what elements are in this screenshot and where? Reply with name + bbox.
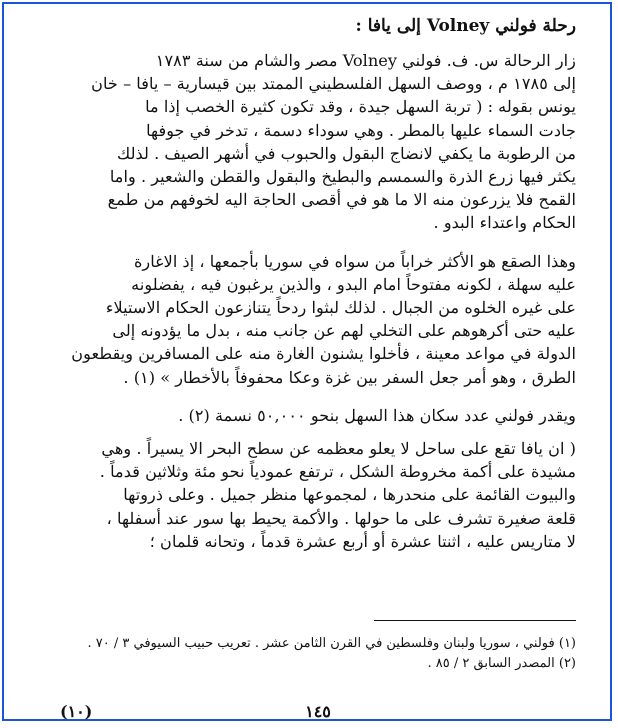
text-line: عليه سهلة ، لكونه مفتوحاً امام البدو ، والذين يرغبون فيه ، يفضلونه <box>131 274 576 294</box>
paragraph-volney-visit <box>60 49 576 235</box>
text-line: زار الرحالة س. ف. فولني Volney مصر والشام من سنة ١٧٨٣ <box>155 51 576 70</box>
text-line: يونس بقوله : ( تربة السهل جيدة ، وقد تكون كثيرة الخصب إذا ما <box>145 97 576 117</box>
text-line: ( ان يافا تقع على ساحل لا يعلو معظمه عن سطح البحر الا يسيراً . وهي <box>101 439 576 459</box>
text-line: من الرطوبة ما يكفي لانضاج البقول والحبوب في أشهر الصيف . لذلك <box>116 143 576 163</box>
paragraph-region-ruin <box>60 250 576 389</box>
part-number: (١٠) <box>60 702 93 721</box>
page-number: ١٤٥ <box>305 702 331 721</box>
text-line: إلى ١٧٨٥ م ، ووصف السهل الفلسطيني الممتد بين قيسارية – يافا – خان <box>91 74 576 94</box>
text-line: الطرق ، وهو أمر جعل السفر بين غزة وعكا محفوفاً بالأخطار » (١) . <box>123 367 576 387</box>
text-line: القمح فلا يزرعون منه الا ما هو في أقصى الحاجة اليه لخوفهم من طمع <box>107 190 576 210</box>
text-line: لا متاريس عليه ، اثنتا عشرة أو أربع عشرة قدماً ، وتحانه قلمان ؛ <box>149 531 576 551</box>
text-line: الدولة في مواعد معينة ، فأخلوا يشنون الغارة منه على المسافرين ويقطعون <box>71 344 576 364</box>
text-line: قلعة صغيرة تشرف على ما حولها . والأكمة يحيط بها سور عند أسفلها ، <box>106 508 576 528</box>
document-page <box>60 14 576 725</box>
text-line: مشيدة على أكمة مخروطة الشكل ، ترتفع عمودياً نحو مئة وثلاثين قدماً . <box>99 462 576 482</box>
page-footer <box>60 702 576 728</box>
text-line: الحكام واعتداء البدو . <box>433 213 576 233</box>
footnotes <box>60 634 576 674</box>
text-line: ويقدر فولني عدد سكان هذا السهل بنحو ٥٠,٠٠٠ نسمة (٢) . <box>178 405 576 425</box>
paragraph-jaffa <box>60 437 576 553</box>
text-line: والبيوت القائمة على منحدرها ، لمجموعها منظر جميل . وعلى ذروتها <box>123 485 576 505</box>
text-line: على غيره الخلوه من الجبال . لذلك لبثوا ردحاً يتنازعون الحكام الاستيلاء <box>105 298 576 318</box>
section-heading: رحلة فولني Volney إلى يافا : <box>355 16 576 36</box>
text-line: وهذا الصقع هو الأكثر خراباً من سواه في سوريا بأجمعها ، إذ الاغارة <box>133 251 576 271</box>
footnote-divider <box>374 620 576 621</box>
text-line: يكثر فيها زرع الذرة والسمسم والبطيخ والبقول والقطن والشعير . واما <box>109 167 576 187</box>
text-line: عليه حتى أكرهوهم على التخلي لهم عن جانب منه ، بدل ما يؤدونه إلى <box>112 321 576 341</box>
paragraph-population <box>60 404 576 427</box>
text-line: جادت السماء عليها بالمطر . وهي سوداء دسمة ، تدخر في جوفها <box>146 120 576 140</box>
footnote-2: (٢) المصدر السابق ٢ / ٨٥ . <box>427 656 576 671</box>
footnote-1: (١) فولني ، سوريا ولبنان وفلسطين في القرن الثامن عشر . تعريب حبيب السيوفي ٣ / ٧٠ . <box>87 636 576 651</box>
